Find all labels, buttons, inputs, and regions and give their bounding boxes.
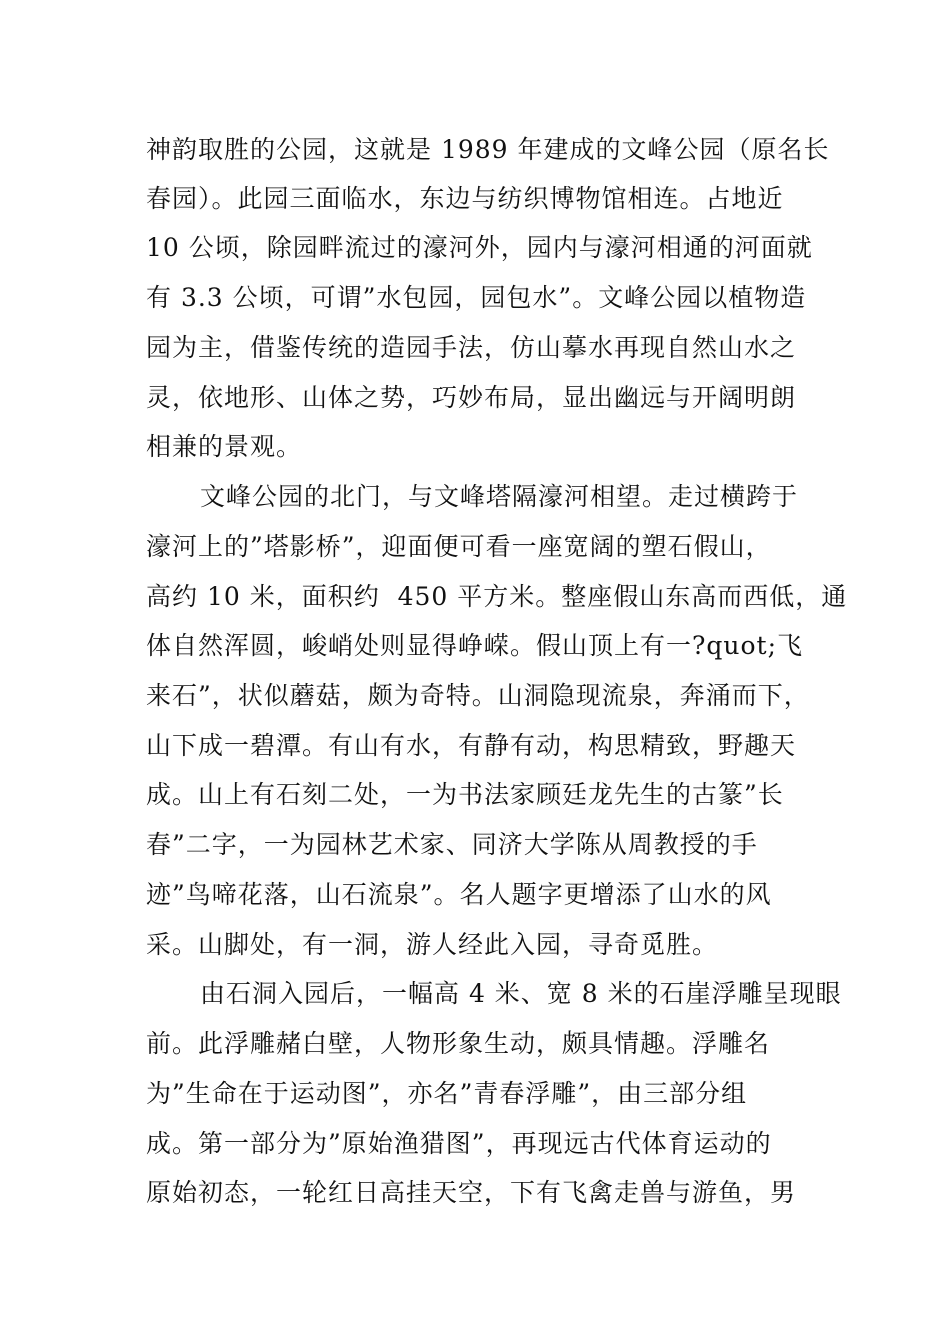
text-line: 迹”鸟啼花落，山石流泉”。名人题字更增添了山水的风 [146, 880, 772, 909]
text-line: 原始初态，一轮红日高挂天空，下有飞禽走兽与游鱼，男 [146, 1178, 797, 1207]
text-line: 由石洞入园后，一幅高 4 米、宽 8 米的石崖浮雕呈现眼 [200, 979, 842, 1008]
text-line: 前。此浮雕赭白壁，人物形象生动，颇具情趣。浮雕名 [146, 1029, 771, 1058]
text-line: 文峰公园的北门，与文峰塔隔濠河相望。走过横跨于 [200, 482, 799, 511]
text-line: 10 公顷，除园畔流过的濠河外，园内与濠河相通的河面就 [146, 233, 813, 262]
text-line: 春”二字，一为园林艺术家、同济大学陈从周教授的手 [146, 830, 758, 859]
text-line: 成。第一部分为”原始渔猎图”，再现远古代体育运动的 [146, 1129, 772, 1158]
text-line: 为”生命在于运动图”，亦名”青春浮雕”，由三部分组 [146, 1079, 748, 1108]
text-line: 相兼的景观。 [146, 432, 303, 461]
text-line: 园为主，借鉴传统的造园手法，仿山摹水再现自然山水之 [146, 333, 797, 362]
text-line: 高约 10 米，面积约 450 平方米。整座假山东高而西低，通 [146, 582, 848, 611]
text-line: 体自然浑圆，峻峭处则显得峥嵘。假山顶上有一?quot;飞 [146, 631, 804, 660]
text-line: 神韵取胜的公园，这就是 1989 年建成的文峰公园（原名长 [146, 135, 830, 164]
text-line: 灵，依地形、山体之势，巧妙布局，显出幽远与开阔明朗 [146, 383, 797, 412]
text-line: 濠河上的”塔影桥”，迎面便可看一座宽阔的塑石假山， [146, 532, 772, 561]
text-line: 春园）。此园三面临水，东边与纺织博物馆相连。占地近 [146, 184, 784, 213]
text-line: 成。山上有石刻二处，一为书法家顾廷龙先生的古篆”长 [146, 780, 784, 809]
text-line: 有 3.3 公顷，可谓”水包园，园包水”。文峰公园以植物造 [146, 283, 807, 312]
text-line: 山下成一碧潭。有山有水，有静有动，构思精致，野趣天 [146, 731, 797, 760]
text-line: 采。山脚处，有一洞，游人经此入园，寻奇觅胜。 [146, 930, 719, 959]
text-line: 来石”，状似蘑菇，颇为奇特。山洞隐现流泉，奔涌而下， [146, 681, 810, 710]
